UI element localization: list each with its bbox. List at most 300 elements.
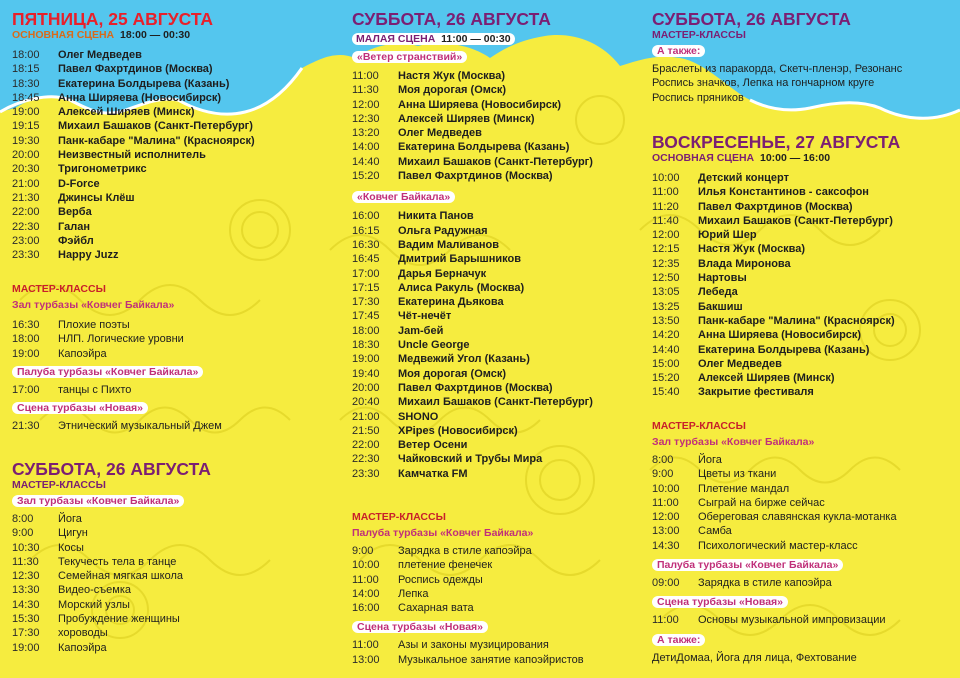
sunday-schedule [652,171,952,400]
row-time: 12:00 [652,511,680,524]
mk-title: МАСТЕР-КЛАССЫ [12,283,106,295]
schedule-row [352,638,642,652]
row-name: Екатерина Дьякова [398,296,504,309]
row-name: D-Force [58,177,100,190]
row-name: Павел Фахртдинов (Москва) [398,170,553,183]
row-name: Капоэйра [58,347,107,360]
schedule-row [352,573,642,587]
schedule-row [652,482,952,496]
row-time: 9:00 [352,545,374,557]
row-time: 21:30 [12,420,40,433]
mk-schedule [652,453,952,553]
schedule-row [352,238,642,252]
row-time: 15:20 [652,372,680,385]
sunday-stage: ОСНОВНАЯ СЦЕНА 10:00 — 16:00 [652,152,831,164]
row-name: танцы с Пихто [58,383,132,396]
row-name: Олег Медведев [58,49,142,61]
mk-schedule [12,318,322,361]
venue-label: Зал турбазы «Ковчег Байкала» [12,299,175,311]
row-time: 15:20 [352,170,380,183]
row-name: Влада Миронова [698,257,791,270]
row-time: 13:30 [12,584,40,597]
schedule-row [12,48,322,62]
schedule-row [12,205,322,219]
row-name: Фэйбл [58,234,94,247]
schedule-row [652,453,952,467]
friday-title: ПЯТНИЦА, 25 АВГУСТА [12,9,214,29]
row-time: 14:40 [352,155,380,168]
small-stage: МАЛАЯ СЦЕНА 11:00 — 00:30 [352,33,515,45]
row-name: Тригонометрикс [58,163,147,176]
schedule-row [352,544,642,558]
row-time: 12:50 [652,272,680,285]
row-name: Самба [698,525,732,538]
venue-label: Палуба турбазы «Ковчег Байкала» [652,559,843,571]
row-time: 21:50 [352,424,380,437]
schedule-row [12,62,322,76]
row-name: Лепка [398,587,429,600]
schedule-row [12,526,322,540]
row-name: Этнический музыкальный Джем [58,420,222,433]
venue-label: Палуба турбазы «Ковчег Байкала» [352,527,534,539]
row-time: 15:00 [652,357,680,370]
schedule-row [652,171,952,185]
row-time: 18:15 [12,63,40,76]
schedule-row [352,309,642,323]
schedule-row [12,626,322,640]
schedule-row [12,512,322,526]
schedule-row [652,467,952,481]
schedule-row [12,332,322,346]
schedule-row [652,343,952,357]
row-time: 10:00 [652,172,680,184]
row-name: Алексей Ширяев (Минск) [398,112,535,125]
row-time: 11:00 [652,496,679,509]
mk-title: МАСТЕР-КЛАССЫ [652,420,746,432]
row-time: 13:50 [652,314,680,327]
mk-title: МАСТЕР-КЛАССЫ [352,511,446,523]
row-name: Екатерина Болдырева (Казань) [58,77,230,90]
schedule-row [352,281,642,295]
venue-label: «Ковчег Байкала» [352,191,455,203]
schedule-row [352,587,642,601]
row-time: 22:30 [12,220,40,233]
saturday-title: СУББОТА, 26 АВГУСТА [12,459,211,479]
schedule-row [352,155,642,169]
sunday-title: ВОСКРЕСЕНЬЕ, 27 АВГУСТА [652,132,901,152]
schedule-row [352,601,642,615]
row-name: плетение фенечек [398,559,493,572]
row-name: Jam-бей [398,324,444,337]
schedule-row [12,383,322,397]
schedule-row [652,300,952,314]
row-name: Панк-кабаре "Малина" (Красноярск) [58,134,255,147]
row-name: Чёт-нечёт [398,310,452,323]
column-sunday [652,133,952,400]
row-time: 10:00 [352,559,380,572]
row-time: 09:00 [652,577,680,590]
schedule-row [12,641,322,655]
schedule-row [12,541,322,555]
row-time: 12:30 [352,112,380,125]
schedule-row [12,220,322,234]
venue-label: Сцена турбазы «Новая» [652,596,788,608]
schedule-row [352,83,642,97]
column-saturday-mk [652,10,952,105]
row-name: хороводы [58,627,108,640]
schedule-row [12,177,322,191]
row-time: 16:00 [352,210,380,223]
row-time: 21:30 [12,191,40,204]
schedule-row [652,539,952,553]
row-name: Илья Константинов - саксофон [698,186,869,199]
row-name: Сыграй на бирже сейчас [698,496,825,509]
row-time: 22:30 [352,453,380,466]
row-time: 16:30 [12,319,40,331]
row-name: Алиса Ракуль (Москва) [398,281,525,294]
schedule-row [352,140,642,154]
schedule-row [12,91,322,105]
also-line: Браслеты из паракорда, Скетч-пленэр, Резонанс [652,63,903,75]
row-name: Йога [58,513,82,525]
row-name: Ветер Осени [398,439,468,452]
row-time: 14:20 [652,329,680,342]
schedule-row [12,77,322,91]
row-time: 20:00 [352,381,380,394]
row-name: Плохие поэты [58,319,130,331]
row-time: 21:00 [12,177,40,190]
venue-label: Зал турбазы «Ковчег Байкала» [12,495,184,507]
row-name: Неизвестный исполнитель [58,149,206,162]
venue-label: Зал турбазы «Ковчег Байкала» [652,436,815,448]
row-name: Косы [58,541,84,554]
row-name: Павел Фахртдинов (Москва) [698,200,853,213]
row-name: Плетение мандал [698,482,790,495]
row-name: Моя дорогая (Омск) [398,84,507,97]
row-name: Олег Медведев [698,357,782,370]
schedule-row [12,419,322,433]
row-name: Галан [58,220,90,233]
row-time: 19:00 [12,347,40,360]
row-time: 19:00 [12,106,40,119]
row-time: 8:00 [12,513,34,525]
row-time: 17:15 [352,281,380,294]
row-name: Настя Жук (Москва) [698,243,806,256]
row-time: 20:40 [352,396,380,409]
row-name: Медвежий Угол (Казань) [398,353,530,366]
row-time: 11:00 [352,639,379,652]
schedule-row [652,510,952,524]
row-name: Алексей Ширяев (Минск) [698,372,835,385]
row-name: Дмитрий Барышников [398,253,521,266]
row-time: 8:00 [652,454,674,466]
schedule-row [352,252,642,266]
row-name: Ольга Радужная [398,224,488,237]
row-name: Детский концерт [698,172,789,184]
row-name: Пробуждение женщины [58,613,180,626]
schedule-row [652,185,952,199]
schedule-row [12,569,322,583]
venue-label: «Ветер странствий» [352,51,467,63]
row-name: XPipes (Новосибирск) [398,424,518,437]
saturday-sub: МАСТЕР-КЛАССЫ [12,479,106,491]
row-time: 22:00 [12,206,40,219]
schedule-row [352,381,642,395]
schedule-row [652,613,952,627]
schedule-row [352,169,642,183]
schedule-row [652,385,952,399]
row-time: 17:30 [352,296,380,309]
mk-schedule [352,638,642,667]
schedule-row [12,583,322,597]
row-time: 11:30 [352,84,379,97]
row-time: 18:45 [12,91,40,104]
row-name: Верба [58,206,92,219]
row-name: Психологический мастер-класс [698,539,858,552]
row-time: 11:30 [12,555,39,568]
row-time: 17:45 [352,310,380,323]
row-name: Лебеда [698,286,738,299]
schedule-row [352,395,642,409]
saturday-masterclasses-col1 [12,460,322,655]
schedule-row [12,119,322,133]
schedule-row [652,496,952,510]
row-time: 22:00 [352,439,380,452]
row-name: Анна Ширяева (Новосибирск) [398,98,562,111]
row-name: Екатерина Болдырева (Казань) [398,141,570,154]
friday-masterclasses [12,283,322,433]
row-name: Капоэйра [58,641,107,654]
mk-schedule [652,613,952,627]
row-time: 11:00 [652,614,679,627]
saturday-mk-title: СУББОТА, 26 АВГУСТА [652,9,851,29]
schedule-row [652,214,952,228]
also-line: Роспись значков, Лепка на гончарном круге [652,77,875,90]
row-name: Михаил Башаков (Санкт-Петербург) [398,396,593,409]
row-time: 13:00 [352,653,380,666]
mk-schedule [352,544,642,615]
schedule-row [12,162,322,176]
row-name: Моя дорогая (Омск) [398,367,507,380]
schedule-row [352,126,642,140]
schedule-row [652,285,952,299]
schedule-row [12,347,322,361]
row-name: Основы музыкальной импровизации [698,614,886,627]
row-time: 19:15 [12,120,40,133]
row-time: 16:00 [352,602,380,615]
row-time: 23:30 [352,467,380,480]
schedule-row [352,467,642,481]
schedule-row [652,314,952,328]
row-name: Настя Жук (Москва) [398,70,506,82]
row-time: 19:40 [352,367,380,380]
schedule-row [12,318,322,332]
schedule-row [352,69,642,83]
row-name: Закрытие фестиваля [698,386,814,399]
row-time: 11:00 [352,70,379,82]
row-time: 12:35 [652,257,680,270]
row-time: 13:25 [652,300,680,313]
schedule-row [352,224,642,238]
row-name: Михаил Башаков (Санкт-Петербург) [398,155,593,168]
schedule-row [352,424,642,438]
row-name: Панк-кабаре "Малина" (Красноярск) [698,314,895,327]
venue-label: Сцена турбазы «Новая» [352,621,488,633]
row-time: 9:00 [12,527,34,540]
schedule-row [652,357,952,371]
schedule-row [352,324,642,338]
schedule-row [12,598,322,612]
row-name: Зарядка в стиле капоэйра [398,545,532,557]
row-time: 12:00 [352,98,380,111]
schedule-row [12,248,322,262]
schedule-row [352,410,642,424]
schedule-row [12,612,322,626]
schedule-row [652,242,952,256]
venue-label: Сцена турбазы «Новая» [12,402,148,414]
row-time: 9:00 [652,468,674,481]
row-time: 12:15 [652,243,680,256]
schedule-row [652,371,952,385]
row-time: 14:00 [352,587,380,600]
row-name: Роспись одежды [398,573,483,586]
also-label: А также: [652,634,705,646]
also-label: А также: [652,45,705,57]
row-name: Нартовы [698,272,747,285]
schedule-row [352,295,642,309]
schedule-row [352,267,642,281]
schedule-row [652,328,952,342]
row-name: Дарья Берначук [398,267,487,280]
venue-schedule [352,209,642,481]
row-name: Павел Фахртдинов (Москва) [398,381,553,394]
row-time: 15:30 [12,613,40,626]
schedule-row [352,558,642,572]
row-time: 14:00 [352,141,380,154]
column-friday [12,10,322,262]
mk-schedule [12,383,322,397]
row-time: 17:00 [12,383,40,396]
saturday-masterclasses-col2 [352,511,642,667]
row-name: Камчатка FM [398,467,468,480]
schedule-row [652,524,952,538]
saturday-schedule [12,512,322,655]
row-time: 16:15 [352,224,380,237]
row-name: Текучесть тела в танце [58,555,177,568]
also-line: Роспись пряников [652,91,744,104]
row-name: Джинсы Клёш [58,191,135,204]
row-name: Анна Ширяева (Новосибирск) [58,91,222,104]
row-name: НЛП. Логические уровни [58,333,184,346]
row-name: Цветы из ткани [698,468,777,481]
also-list [652,62,952,105]
schedule-row [352,98,642,112]
row-name: Вадим Маливанов [398,238,500,251]
sunday-masterclasses [652,420,952,665]
schedule-row [652,257,952,271]
schedule-row [352,438,642,452]
row-name: Сахарная вата [398,602,474,615]
row-time: 18:00 [12,49,40,61]
row-name: Павел Фахртдинов (Москва) [58,63,213,76]
row-name: Алексей Ширяев (Минск) [58,106,195,119]
row-time: 14:30 [12,598,40,611]
row-time: 10:00 [652,482,680,495]
row-name: SHONO [398,410,439,423]
row-time: 11:00 [352,573,379,586]
row-time: 23:30 [12,249,40,262]
row-name: Видео-съемка [58,584,132,597]
row-name: Олег Медведев [398,127,482,140]
row-time: 20:30 [12,163,40,176]
schedule-row [352,653,642,667]
row-time: 17:00 [352,267,380,280]
schedule-row [12,134,322,148]
schedule-row [352,452,642,466]
friday-schedule [12,48,322,262]
row-name: Обереговая славянская кукла-мотанка [698,511,897,524]
schedule-row [352,352,642,366]
row-time: 18:30 [352,339,380,352]
venue-label: Палуба турбазы «Ковчег Байкала» [12,366,203,378]
row-name: Азы и законы музицирования [398,639,549,652]
row-time: 19:00 [12,641,40,654]
schedule-row [652,576,952,590]
mk-schedule [12,419,322,433]
schedule-row [352,338,642,352]
schedule-row [352,209,642,223]
also-line: ДетиДомаа, Йога для лица, Фехтование [652,651,857,664]
row-time: 13:20 [352,127,380,140]
schedule-row [352,367,642,381]
row-name: Зарядка в стиле капоэйра [698,577,832,590]
venue-schedule [352,69,642,183]
row-time: 18:00 [352,324,380,337]
row-time: 17:30 [12,627,40,640]
row-name: Юрий Шер [698,229,757,242]
row-name: Uncle George [398,339,470,352]
row-name: Никита Панов [398,210,474,223]
row-time: 10:30 [12,541,40,554]
row-name: Музыкальное занятие капоэйристов [398,653,584,666]
row-time: 16:30 [352,238,380,251]
schedule-row [352,112,642,126]
row-time: 18:30 [12,77,40,90]
row-time: 14:40 [652,343,680,356]
mk-schedule [652,576,952,590]
row-time: 11:00 [652,186,679,199]
row-time: 14:30 [652,539,680,552]
schedule-row [652,271,952,285]
row-name: Анна Ширяева (Новосибирск) [698,329,862,342]
schedule-row [12,234,322,248]
row-time: 23:00 [12,234,40,247]
row-time: 16:45 [352,253,380,266]
row-name: Семейная мягкая школа [58,570,183,583]
row-time: 21:00 [352,410,380,423]
row-time: 19:30 [12,134,40,147]
row-time: 19:00 [352,353,380,366]
row-time: 13:05 [652,286,680,299]
row-name: Морский узлы [58,598,130,611]
row-time: 11:20 [652,200,679,213]
row-name: Йога [698,454,722,466]
row-name: Чайковский и Трубы Мира [398,453,543,466]
friday-stage: ОСНОВНАЯ СЦЕНА 18:00 — 00:30 [12,29,191,41]
schedule-row [12,555,322,569]
row-time: 18:00 [12,333,40,346]
saturday-small-title: СУББОТА, 26 АВГУСТА [352,9,551,29]
